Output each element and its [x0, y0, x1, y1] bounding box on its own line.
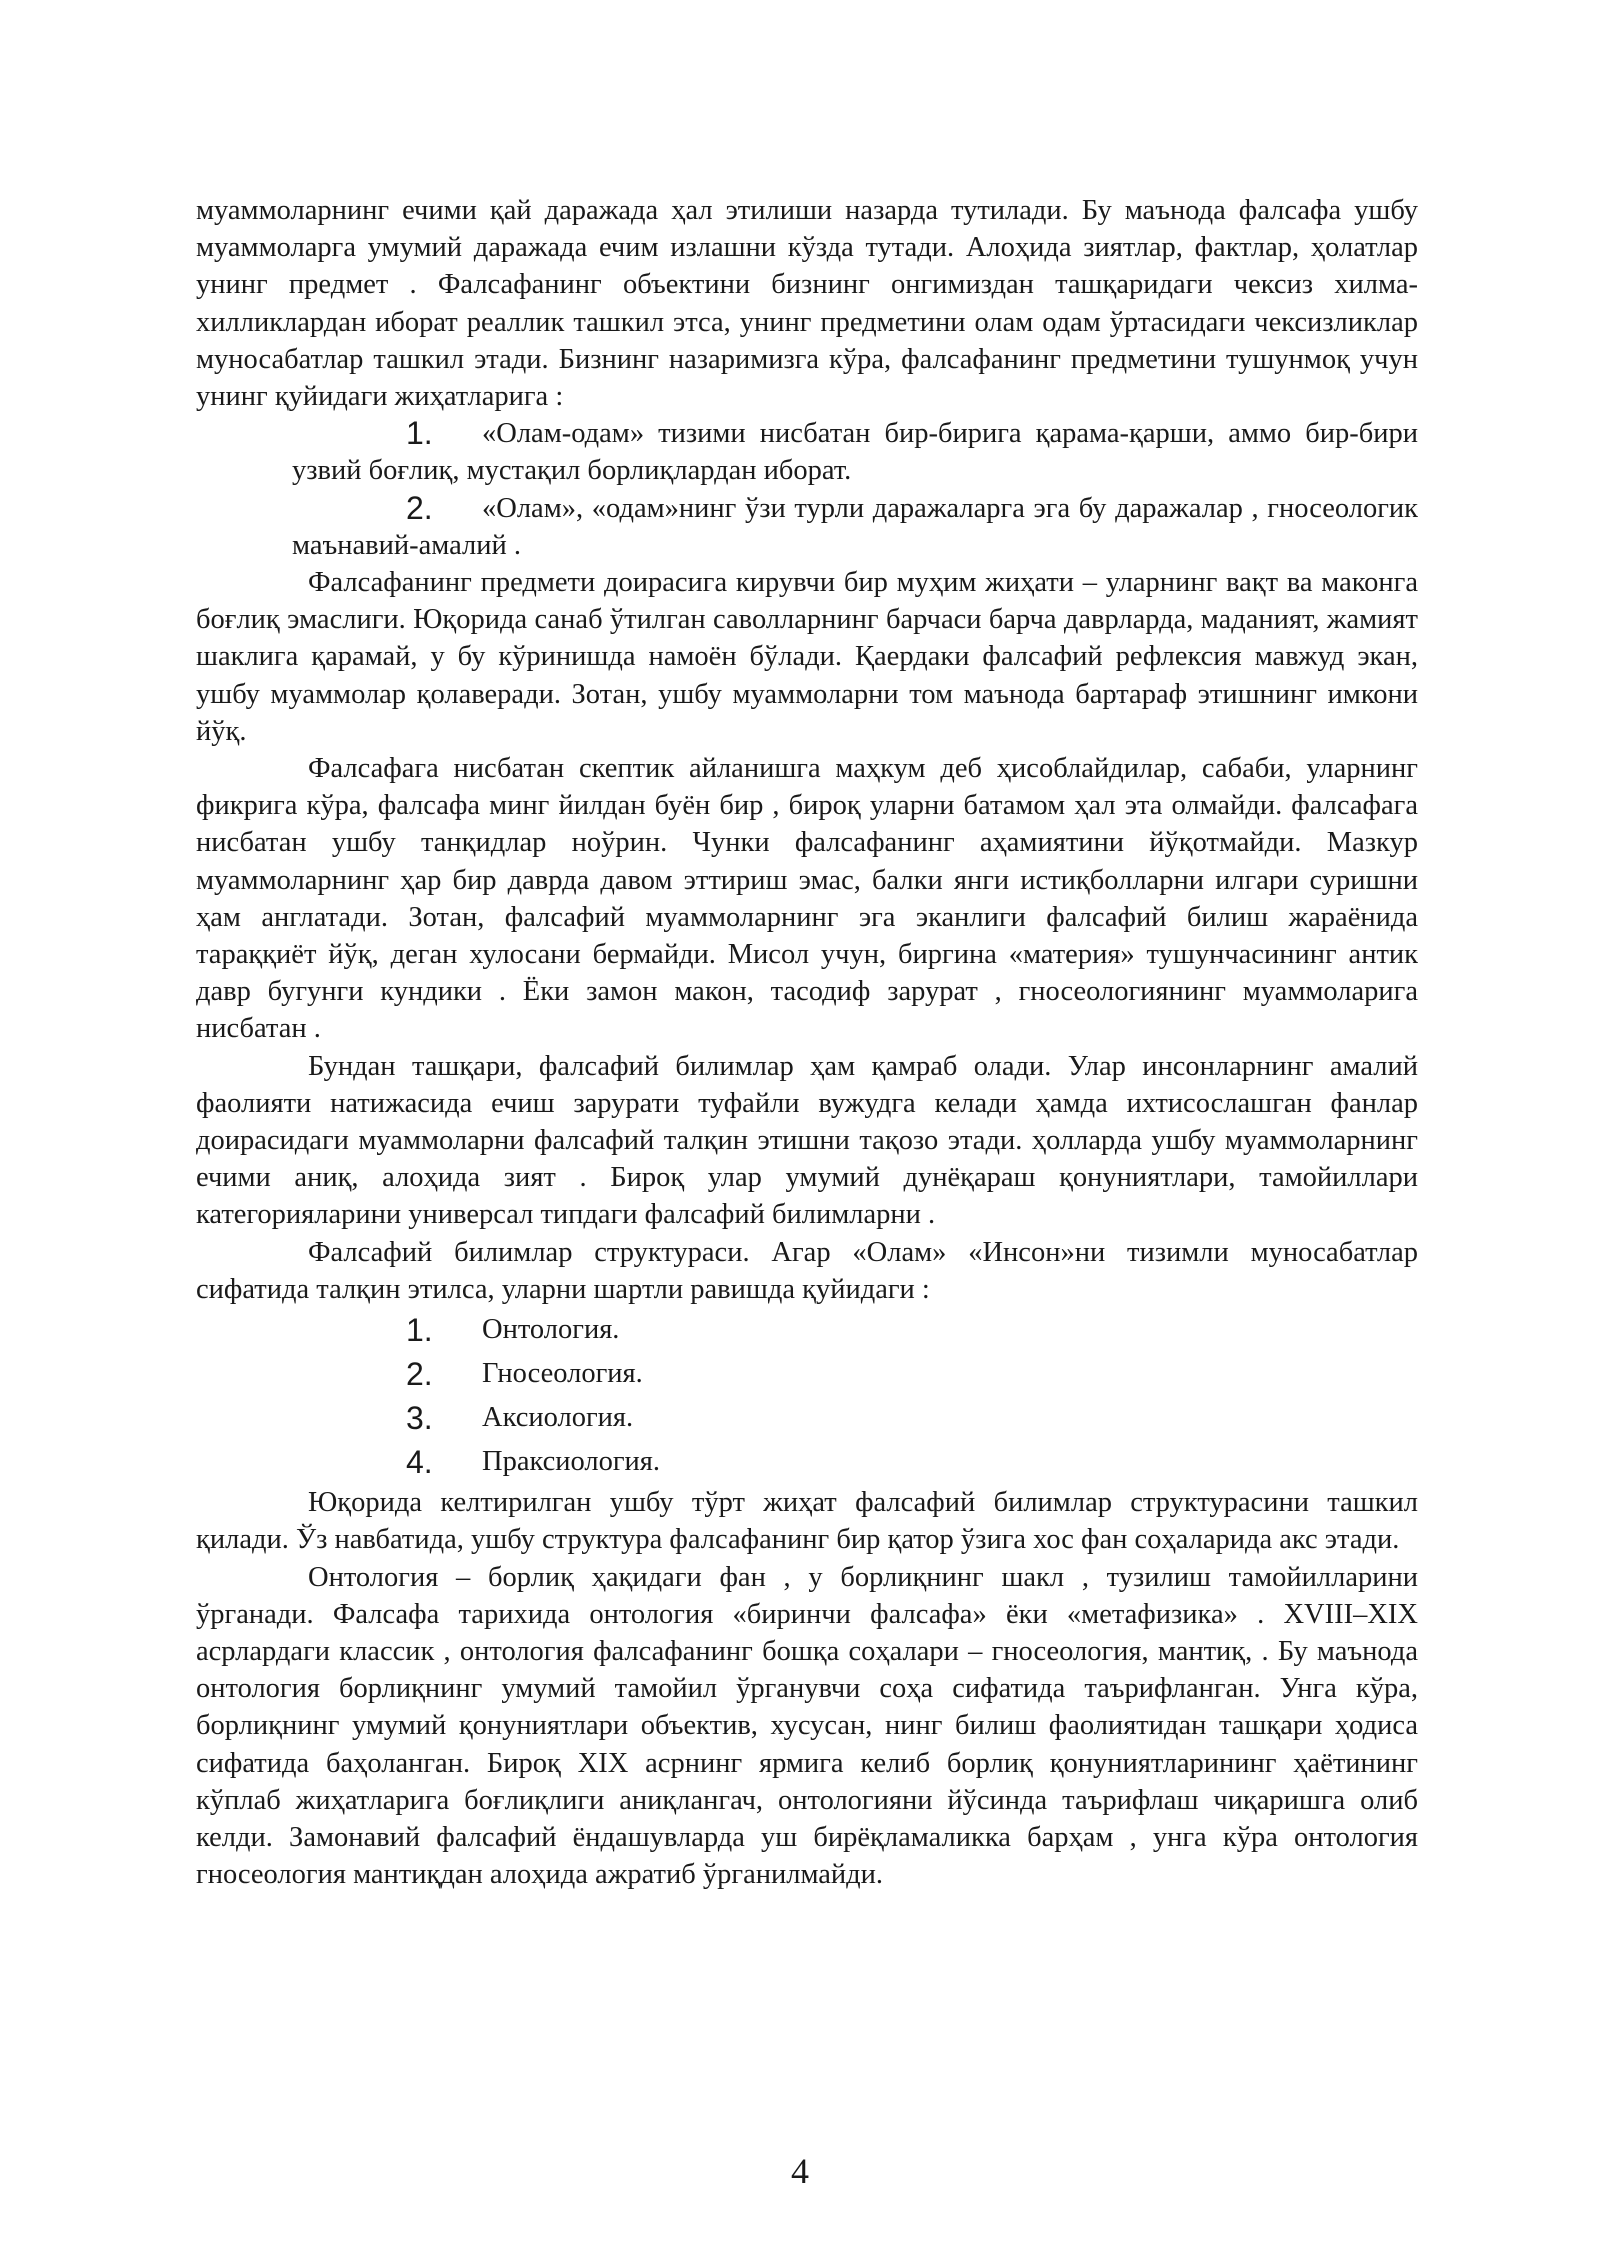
structure-label-1: Онтология. — [482, 1314, 620, 1346]
paragraph-4: Бундан ташқари, фалсафий билимлар ҳам қамраб олади. Улар инсонларнинг амалий фаолияти натижасида ечиш зарурати туфайли вужудга келади ҳамда ихтисослашган фанлар доирасидаги муаммоларни фалсафий талқин этишни тақозо этади. ҳолларда ушбу муаммоларнинг ечими аниқ, алоҳида зият . Бироқ улар умумий дунёқараш қонуниятлари, тамойиллари категорияларини универсал типдаги фалсафий билимларни . — [196, 1050, 1418, 1231]
paragraph-5: Фалсафий билимлар структураси. Агар «Олам» «Инсон»ни тизимли муносабатлар сифатида талқин этилса, уларни шартли равишда қуйидаги : — [196, 1236, 1418, 1305]
structure-marker-4: 4. — [406, 1444, 433, 1481]
list-marker-2: 2. — [406, 489, 433, 526]
paragraph-1: муаммоларнинг ечими қай даражада ҳал этилиши назарда тутилади. Бу маънода фалсафа ушбу муаммоларга умумий даражада ечим излашни кўзда тутади. Алоҳида зиятлар, фактлар, ҳолатлар унинг предмет . Фалсафанинг объектини бизнинг онгимиздан ташқаридаги чексиз хилма-хилликлардан иборат реаллик ташкил этса, унинг предметини олам одам ўртасидаги чексизликлар муносабатлар ташкил этади. Бизнинг назаримизга кўра, фалсафанинг предметини тушунмоқ учун унинг қуйидаги жиҳатларига : — [196, 195, 1418, 413]
paragraph-7: Онтология – борлиқ ҳақидаги фан , у борлиқнинг шакл , тузилиш тамойилларини ўрганади. Фалсафа тарихида онтология «биринчи фалсафа» ёки «метафизика» . XVIII–XIX асрлардаги классик , онтология фалсафанинг бошқа соҳалари – гносеология, мантиқ, . Бу маънода онтология борлиқнинг умумий тамойил ўрганувчи соҳа сифатида таърифланган. Унга кўра, борлиқнинг умумий қонуниятлари объектив, хусусан, нинг билиш фаолиятидан ташқари ҳодиса сифатида баҳоланган. Бироқ XIX асрнинг ярмига келиб борлиқ қонуниятларининг ҳаётининг кўплаб жиҳатларига боғлиқлиги аниқлангач, онтологияни йўсинда таърифлаш чиқаришга олиб келди. Замонавий фалсафий ёндашувларда уш бирёқламаликка барҳам , унга кўра онтология гносеология мантиқдан алоҳида ажратиб ўрганилмайди. — [196, 1561, 1418, 1891]
structure-label-2: Гносеология. — [482, 1358, 643, 1390]
structure-item-2 — [196, 1352, 1418, 1396]
paragraph-3: Фалсафага нисбатан скептик айланишга маҳкум деб ҳисоблайдилар, сабаби, уларнинг фикрига кўра, фалсафа минг йилдан буён бир , бироқ уларни батамом ҳал эта олмайди. фалсафага нисбатан ушбу танқидлар ноўрин. Чунки фалсафанинг аҳамиятини йўқотмайди. Мазкур муаммоларнинг ҳар бир даврда давом эттириш эмас, балки янги истиқболларни илгари суришни ҳам англатади. Зотан, фалсафий муаммоларнинг эга эканлиги фалсафий билиш жараёнида тараққиёт йўқ, деган хулосани бермайди. Мисол учун, биргина «материя» тушунчасининг антик давр бугунги кундики . Ёки замон макон, тасодиф зарурат , гносеологиянинг муаммоларига нисбатан . — [196, 753, 1418, 1045]
structure-item-4 — [196, 1440, 1418, 1484]
structure-label-4: Праксиология. — [482, 1446, 661, 1478]
list-item-1 — [196, 415, 1418, 489]
structure-marker-1: 1. — [406, 1312, 433, 1349]
page-number: 4 — [791, 2151, 809, 2191]
list-text-2: «Олам», «одам»нинг ўзи турли даражаларга эга бу даражалар , гносеологик маънавий-амалий . — [292, 492, 1418, 561]
list-marker-1: 1. — [406, 415, 433, 452]
structure-marker-2: 2. — [406, 1356, 433, 1393]
structure-label-3: Аксиология. — [482, 1402, 634, 1434]
structure-item-3 — [196, 1396, 1418, 1440]
list-item-2 — [196, 490, 1418, 564]
list-text-1: «Олам-одам» тизими нисбатан бир-бирига қарама-қарши, аммо бир-бири узвий боғлиқ, мустақил борлиқлардан иборат. — [292, 418, 1418, 487]
structure-item-1 — [196, 1308, 1418, 1352]
document-body — [196, 192, 1418, 1893]
structure-marker-3: 3. — [406, 1400, 433, 1437]
paragraph-6: Юқорида келтирилган ушбу тўрт жиҳат фалсафий билимлар структурасини ташкил қилади. Ўз навбатида, ушбу структура фалсафанинг бир қатор ўзига хос фан соҳаларида акс этади. — [196, 1487, 1418, 1556]
paragraph-2: Фалсафанинг предмети доирасига кирувчи бир муҳим жиҳати – уларнинг вақт ва маконга боғлиқ эмаслиги. Юқорида санаб ўтилган саволларнинг барчаси барча даврларда, маданият, жамият шаклига қарамай, у бу кўринишда намоён бўлади. Қаердаки фалсафий рефлексия мавжуд экан, ушбу муаммолар қолаверади. Зотан, ушбу муаммоларни том маънода бартараф этишнинг имкони йўқ. — [196, 567, 1418, 747]
